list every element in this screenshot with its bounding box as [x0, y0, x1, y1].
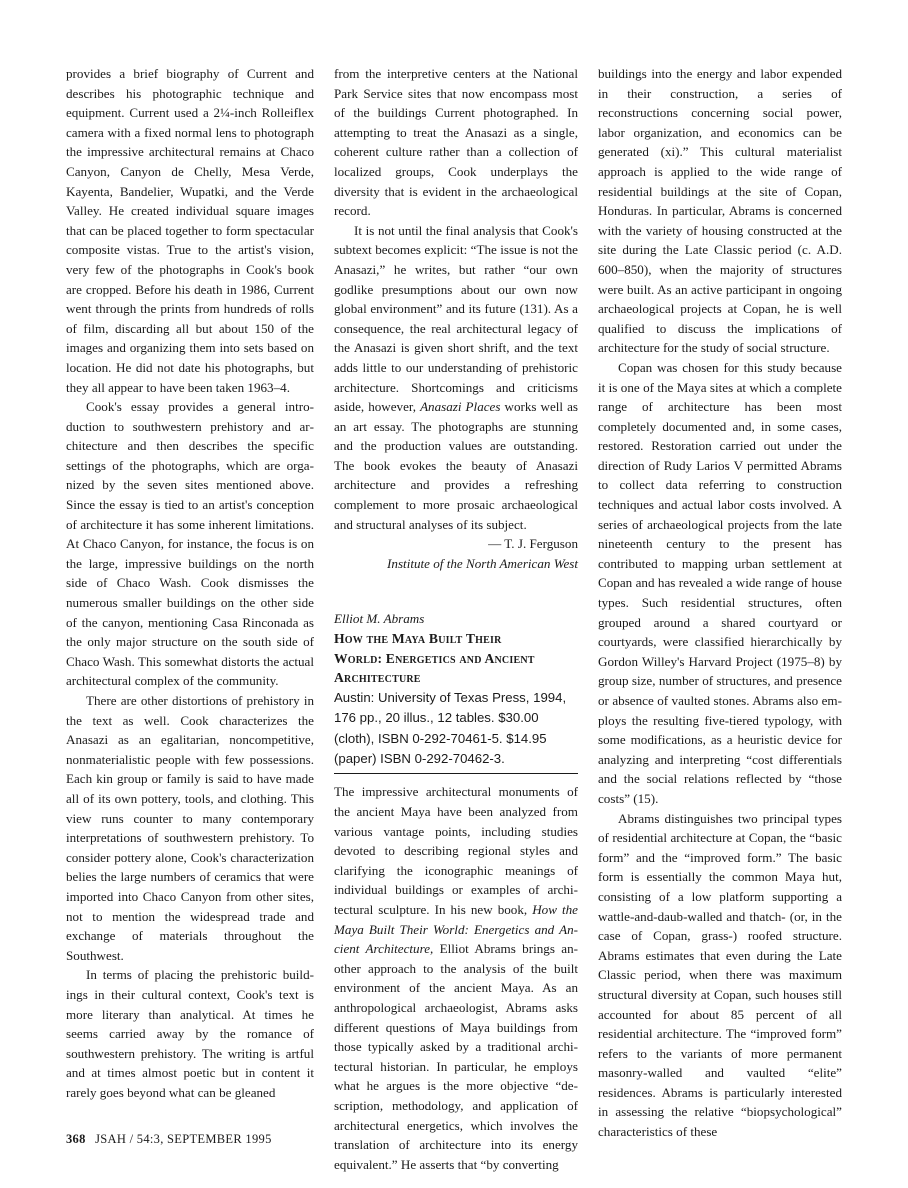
review-book-title-line: Architecture [334, 670, 421, 686]
body-paragraph [334, 782, 578, 1174]
body-paragraph: Abrams distinguishes two principal types of residential architecture at Copan, the “basic form” and the “improved form.” The basic form is essentially the common Maya hut, consisting of a low platform supporting a wattle-and-daub-walled and thatch- (or, in the case of Copan, grass-) roofed structure. Abrams estimates that even during the Late Classic period, when there was maximum structural diversity at Copan, such houses still accounted for about 85 percent of all residential architecture. The “improved form” refers to the variants of more permanent masonry-walled and vaulted “elite” residences. Abrams is particularly interested in assessing the relative “biopsychological” characteristics of these [598, 810, 842, 1140]
body-paragraph: provides a brief biography of Current and describes his photographic technique and equipment. Current used a 2¼-inch Rolleiflex camera with a fixed normal lens to photograph the impressive architectural remains at Chaco Canyon, Canyon de Chelly, Mesa Verde, Kayenta, Bandelier, Wupatki, and the Verde Valley. He created individual square images that can be placed together to form spectacular composite vistas. True to the artist's vision, very few of the photographs in Cook's book are cropped. Before his death in 1986, Current went through the prints from hundreds of rolls of film, discarding all but about 150 of the images and organizing them into sets based on location. He did not date his photographs, but they all appear to have been taken 1963–4. [66, 66, 314, 395]
body-paragraph [334, 221, 578, 535]
body-paragraph: from the interpretive centers at the National Park Service sites that now encompass most of the buildings Current photographed. In attempting to treat the Anasazi as a single, coherent culture rather than a collection of localized groups, Cook underplays the diversity that is evident in the archaeological record. [334, 66, 578, 219]
column-middle [334, 64, 578, 1174]
body-paragraph: Cook's essay provides a general introduction to southwestern prehistory and architecture and then describes the specific settings of the photographs, which are organized by the seven sites mentioned above. Since the essay is tied to an artist's conception of architecture it has some inherent limitations. At Chaco Canyon, for instance, the focus is on the large, impressive buildings on the north side of Chaco Wash. Cook dismisses the numerous smaller buildings on the other side of the canyon, mentioning Casa Rinconada as the only major structure on the south side of Chaco Wash. This somewhat distorts the actual architectural complex of the community. [66, 399, 314, 689]
italic-book-title: How the Maya Built Their World: Energetics and Ancient Architecture, [334, 902, 578, 957]
body-paragraph: There are other distortions of prehistory in the text as well. Cook characterizes the Anasazi as an egalitarian, noncompetitive, nonmaterialistic people with few possessions. Each kin group or family is said to have made all of its own pottery, tools, and clothing. This view runs counter to many contemporary interpretations of southwestern prehistory. To consider pottery alone, Cook's characterization belies the large numbers of ceramics that were imported into Chaco Canyon from other sites, not to mention the widespread trade and exchange of materials throughout the Southwest. [66, 693, 314, 963]
italic-book-title: Anasazi Places [420, 399, 501, 415]
reviewer-affiliation: Institute of the North American West [387, 555, 578, 571]
review-book-title-line: How the Maya Built Their [334, 631, 502, 647]
body-paragraph: Copan was chosen for this study because it is one of the Maya sites at which a complete range of architecture has been most completely documented and, in some cases, restored. Restoration carried out under the direction of Rudy Larios V permitted Abrams to collect data referring to construction techniques and actual labor costs involved. A series of archaeological projects from the late nineteenth century to the present has contributed to mapping urban settlement at Copan and has revealed a wide range of house types. Such residential structures, often grouped around a shared courtyard or courtyards, were classified hierarchically by Gordon Willey's Harvard Project (1975–8) by group size, number of structures, and presence or absence of vaulted stones. Abrams also employs the resulting five-tiered typology, with some modifications, as a heuristic device for analyzing and interpreting “cost differentials and the social relations reflected by “those costs” (15). [598, 359, 842, 806]
journal-citation: JSAH / 54:3, SEPTEMBER 1995 [95, 1132, 272, 1146]
review-author: Elliot M. Abrams [334, 611, 425, 627]
page-number: 368 [66, 1132, 86, 1146]
text-run: It is not until the final analysis that Cook's subtext becomes explicit: “The issue is not the Anasazi,” he writes, but rather “our own godlike presumptions about our own now global environment” and its future (131). As a consequence, the real architectural legacy of the Anasazi is given short shrift, and the text adds little to our understanding of prehistoric architecture. Shortcomings and criticisms aside, however, [334, 222, 578, 415]
body-paragraph: In terms of placing the prehistoric buildings in their cultural context, Cook's text is more literary than analytical. At times he seems carried away by the romance of southwestern prehistory. The writing is artful and at times almost poetic but in content it rarely goes beyond what can be gleaned [66, 967, 314, 1100]
review-header [334, 609, 578, 774]
column-left [66, 64, 314, 1102]
section-spacer [334, 573, 578, 609]
review-book-title-line: World: Energetics and Ancient [334, 650, 535, 666]
publication-details: Austin: University of Texas Press, 1994, 176 pp., 20 illus., 12 tables. $30.00 (cloth), ISBN 0-292-70461-5. $14.95 (paper) ISBN 0-292-70462-3. [334, 688, 578, 775]
page-footer [66, 1132, 272, 1147]
column-right [598, 64, 842, 1142]
reviewer-signature: — T. J. Ferguson [488, 536, 578, 552]
body-paragraph: buildings into the energy and labor expended in their construction, a series of reconstructions concerning social power, labor organization, and economics can be generated (xi).” This cultural materialist approach is applied to the wide range of residential buildings at the site of Copan, Honduras. In particular, Abrams is concerned with the variety of housing constructed at the site during the Late Classic period (c. A.D. 600–850), when the majority of structures were built. As an active participant in ongoing archaeological projects at Copan, he is well qualified to discuss the implications of architecture for the study of social structure. [598, 66, 842, 356]
text-run: The impressive architectural monuments of the ancient Maya have been analyzed from various vantage points, including studies devoted to describing regional styles and clarifying the iconographic meanings of individual buildings or examples of architectural sculpture. In his new book, [334, 784, 578, 917]
text-run: works well as an art essay. The photographs are stunning and the production values are outstanding. The book evokes the beauty of Anasazi architecture and provides a refreshing complement to more prosaic archaeological and structural analyses of its subject. [334, 399, 578, 532]
text-run: Elliot Abrams brings another approach to the analysis of the built environment of the ancient Maya. As an anthropological archaeologist, Abrams asks different questions of Maya buildings from those typically asked by a traditional architectural historian. In particular, he employs what he argues is the more objective “description, methodology, and application of architectural energetics, which involves the translation of architecture into its energy equivalent.” He asserts that “by converting [334, 941, 579, 1172]
